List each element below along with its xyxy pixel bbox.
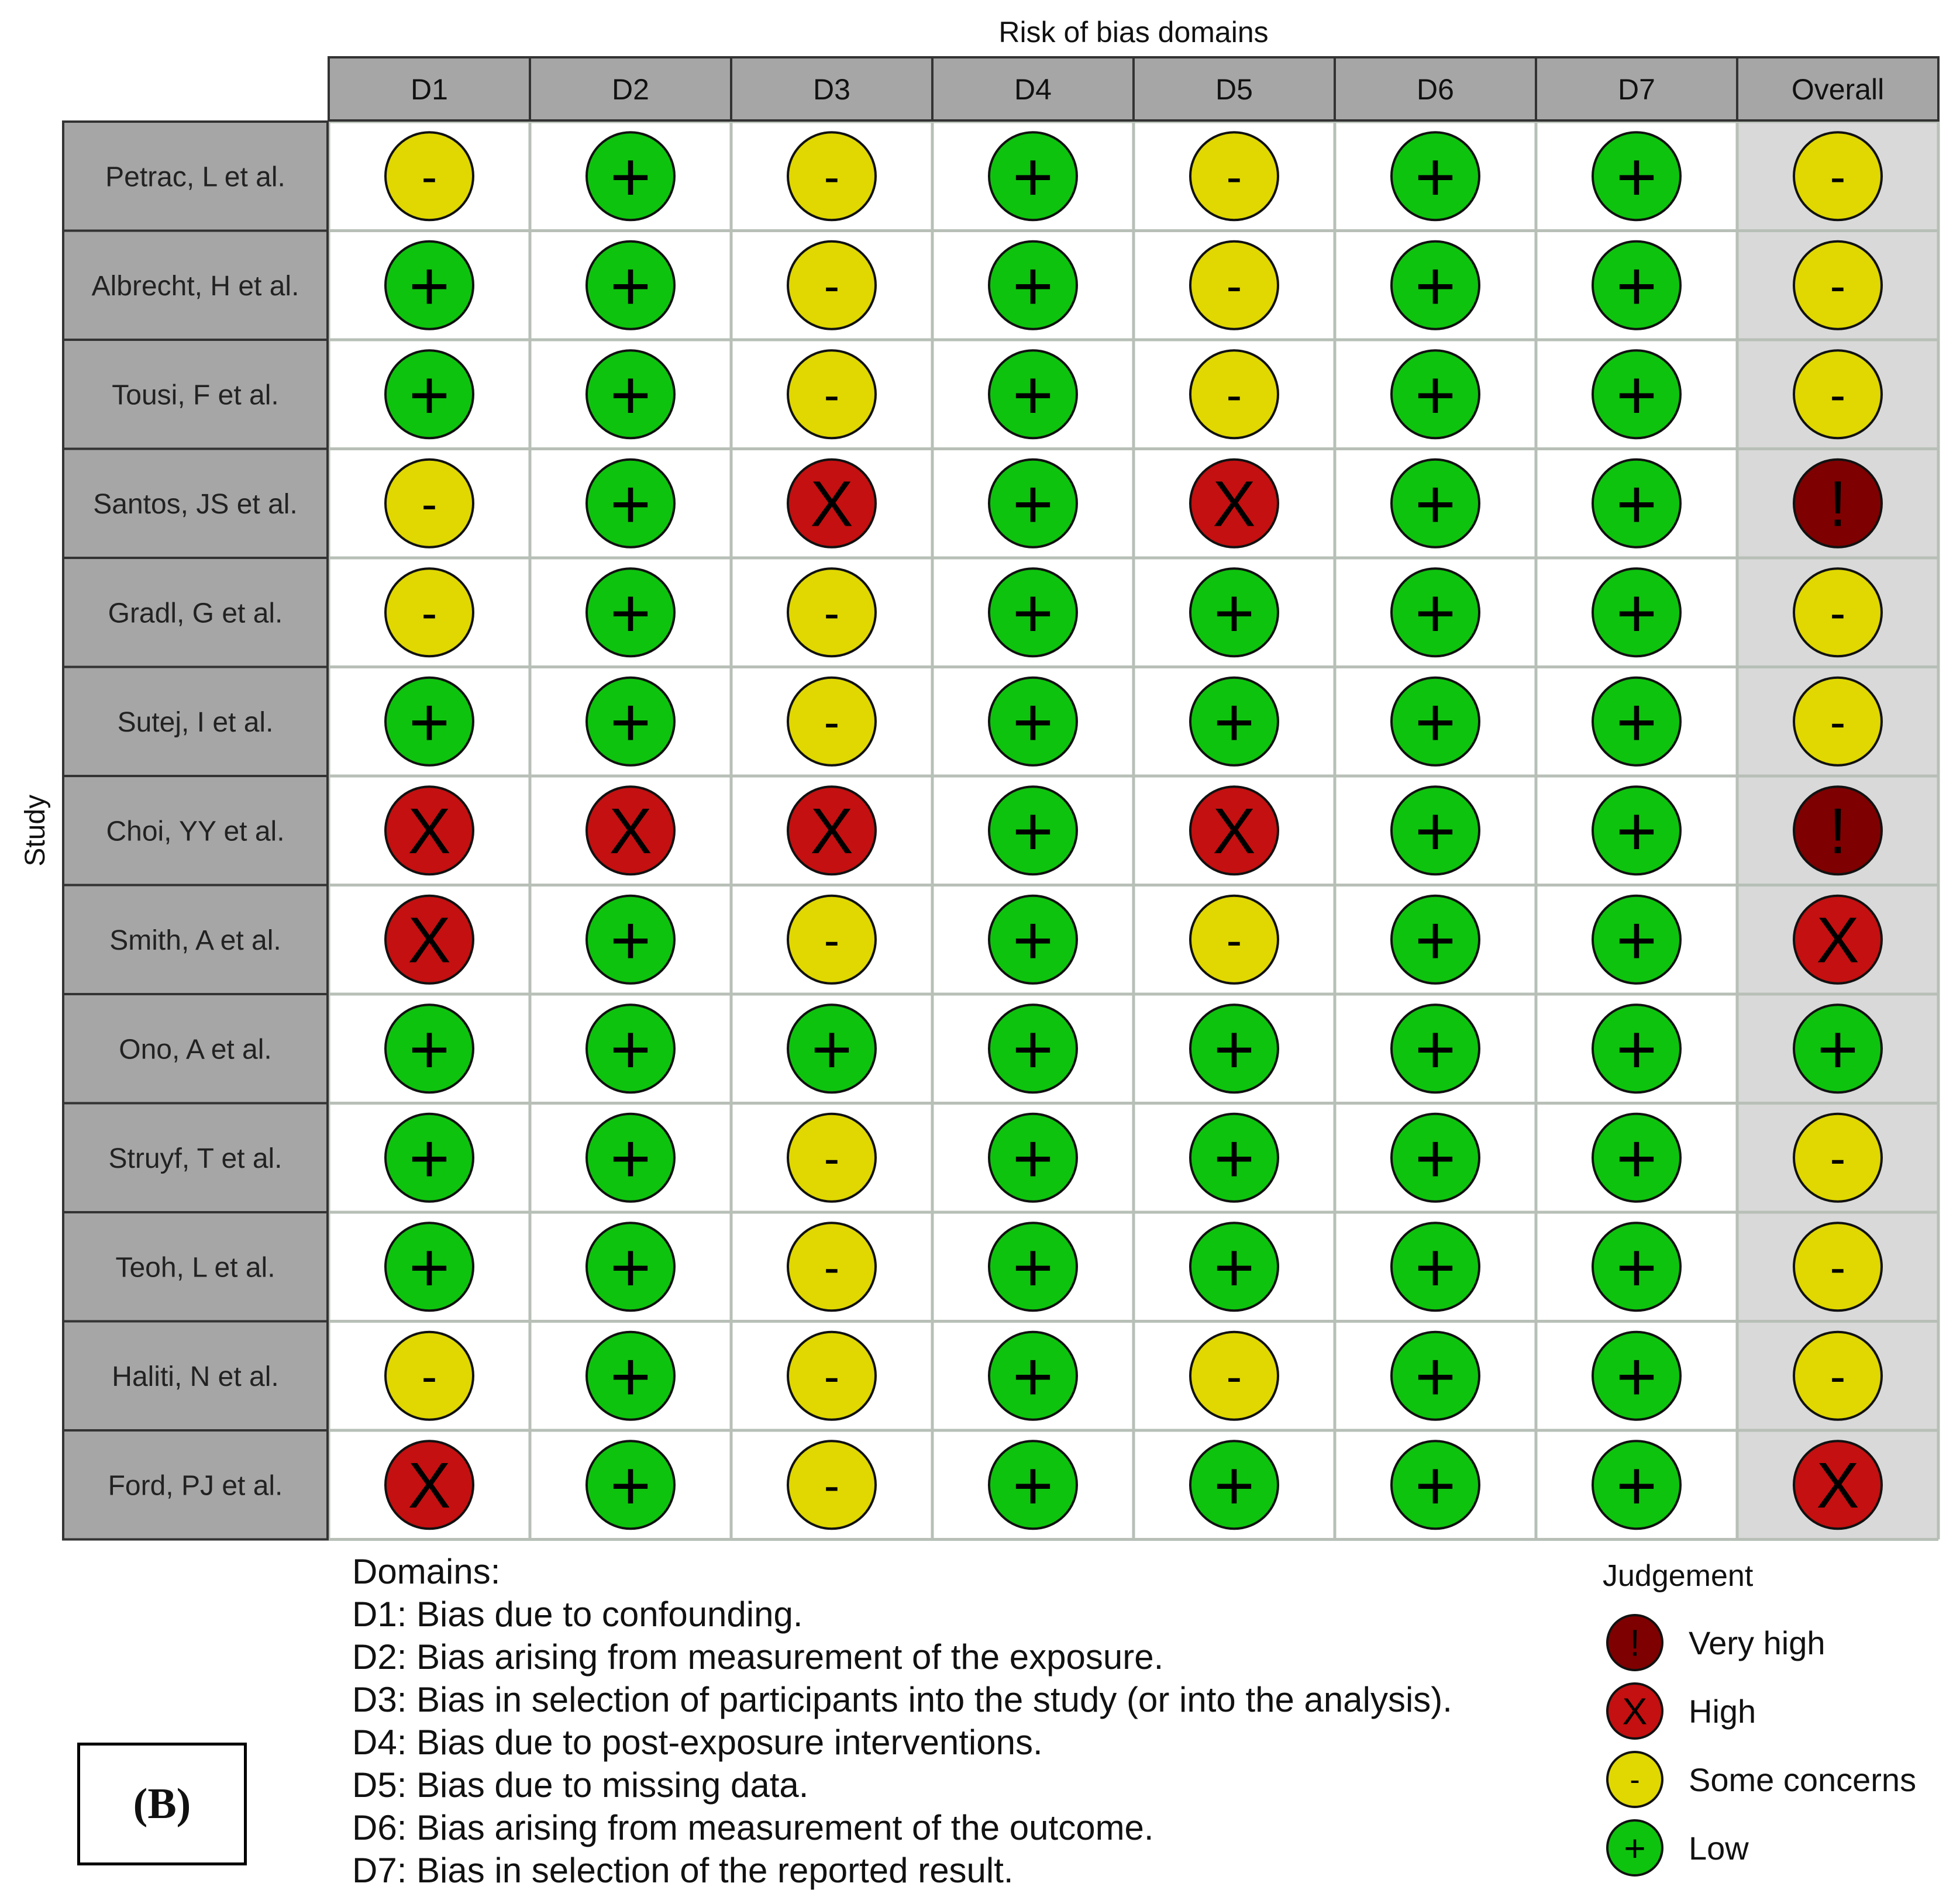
study-label: Haliti, N et al. [112,1361,279,1392]
judgement-marker [1391,1114,1479,1202]
judgement-marker [385,1114,473,1202]
judgement-symbol: + [408,1010,450,1089]
judgement-marker [1593,1332,1680,1420]
legend-item [1607,1615,1825,1670]
study-label: Tousi, F et al. [112,380,279,411]
study-label: Sutej, I et al. [117,706,274,738]
judgement-marker [989,787,1077,874]
judgement-marker [788,1223,876,1310]
column-header-label: D7 [1618,73,1655,106]
column-header-label: D1 [411,73,448,106]
judgement-symbol: X [810,795,853,867]
judgement-marker [1794,1005,1882,1092]
judgement-marker [385,896,473,984]
judgement-symbol: + [1012,574,1054,653]
judgement-marker [788,350,876,438]
study-label: Gradl, G et al. [108,598,283,629]
judgement-symbol: - [824,1132,840,1184]
judgement-symbol: + [1012,246,1054,325]
judgement-marker [1391,678,1479,765]
judgement-symbol: + [1616,1010,1658,1089]
judgement-symbol: + [1012,137,1054,216]
judgement-symbol: + [1616,901,1658,979]
judgement-marker [1190,787,1278,874]
judgement-symbol: - [1226,913,1242,966]
judgement-symbol: X [1816,904,1859,977]
judgement-marker [788,568,876,656]
judgement-symbol: - [1226,1350,1242,1402]
panel-label-box [77,1743,247,1865]
judgement-marker [1391,1441,1479,1529]
column-header-label: D2 [612,73,649,106]
legend-title: Judgement [1603,1559,1754,1593]
judgement-symbol: + [609,574,652,653]
study-label: Choi, YY et al. [106,816,285,847]
judgement-marker [989,1223,1077,1310]
panel-label: (B) [133,1779,191,1828]
judgement-symbol: - [421,150,438,203]
judgement-marker [385,1005,473,1092]
judgement-marker [989,350,1077,438]
judgement-symbol: ! [1828,795,1847,867]
judgement-symbol: + [609,356,652,434]
judgement-symbol: - [824,150,840,203]
judgement-marker [989,460,1077,547]
judgement-symbol: - [1226,150,1242,203]
judgement-marker [1593,1114,1680,1202]
judgement-symbol: + [1414,792,1456,871]
judgement-marker [385,1332,473,1420]
judgement-symbol: X [408,1449,451,1522]
judgement-symbol: + [1012,1446,1054,1525]
judgement-marker [385,568,473,656]
judgement-symbol: - [421,1350,438,1402]
judgement-symbol: + [609,682,652,761]
judgement-symbol: + [1012,1010,1054,1089]
judgement-marker [385,242,473,329]
judgement-symbol: + [609,1119,652,1198]
judgement-marker [1794,568,1882,656]
judgement-marker [1391,1332,1479,1420]
judgement-marker [587,568,674,656]
judgement-marker [989,896,1077,984]
judgement-marker [587,242,674,329]
judgement-symbol: + [1414,464,1456,543]
column-header-label: D6 [1417,73,1454,106]
judgement-symbol: + [811,1010,853,1089]
judgement-symbol: + [1414,356,1456,434]
judgement-symbol: + [408,356,450,434]
judgement-marker [1593,1223,1680,1310]
judgement-marker [1794,787,1882,874]
judgement-marker [1391,242,1479,329]
judgement-symbol: + [609,137,652,216]
judgement-marker [1190,678,1278,765]
judgement-marker [989,242,1077,329]
judgement-marker [1794,132,1882,220]
judgement-symbol: - [1830,1350,1846,1402]
judgement-symbol: + [408,682,450,761]
judgement-symbol: + [1414,574,1456,653]
judgement-symbol: - [1830,1241,1846,1294]
judgement-marker [1794,1223,1882,1310]
domains-title: Domains: [352,1552,501,1591]
judgement-symbol: + [408,1119,450,1198]
judgement-symbol: + [1616,682,1658,761]
judgement-symbol: + [1616,1446,1658,1525]
judgement-marker [385,1441,473,1529]
judgement-marker [1794,350,1882,438]
judgement-marker [788,1114,876,1202]
judgement-symbol: + [609,1228,652,1307]
judgement-marker [989,678,1077,765]
judgement-symbol: X [1213,795,1256,867]
judgement-marker [1190,1332,1278,1420]
study-label: Ford, PJ et al. [108,1470,283,1502]
judgement-marker [1593,1441,1680,1529]
judgement-marker [788,678,876,765]
legend-label: High [1689,1693,1756,1730]
judgement-marker [587,132,674,220]
judgement-symbol: + [1012,1337,1054,1416]
judgement-marker [1794,678,1882,765]
judgement-marker [385,132,473,220]
judgement-symbol: + [1414,1337,1456,1416]
judgement-symbol: - [824,1350,840,1402]
judgement-marker [1391,460,1479,547]
judgement-symbol: + [1012,356,1054,434]
judgement-symbol: - [1226,259,1242,312]
judgement-symbol: - [824,368,840,421]
judgement-symbol: + [1817,1010,1859,1089]
judgement-marker [587,1223,674,1310]
judgement-marker [1391,1005,1479,1092]
judgement-symbol: ! [1828,468,1847,540]
judgement-marker [1190,1005,1278,1092]
legend-item [1607,1820,1749,1875]
judgement-marker [385,787,473,874]
domain-description: D1: Bias due to confounding. [352,1595,803,1634]
judgement-symbol: - [824,913,840,966]
judgement-symbol: - [421,587,438,639]
judgement-marker [1391,1223,1479,1310]
judgement-marker [1593,350,1680,438]
judgement-symbol: + [609,246,652,325]
judgement-symbol: + [1213,1228,1255,1307]
study-label: Smith, A et al. [109,925,281,956]
judgement-symbol: - [421,477,438,530]
y-axis-title: Study [20,794,51,867]
judgement-marker [1593,132,1680,220]
judgement-marker [1190,242,1278,329]
judgement-symbol: - [1226,368,1242,421]
judgement-marker [1593,460,1680,547]
judgement-symbol: - [824,1459,840,1512]
study-label: Ono, A et al. [119,1034,272,1065]
judgement-symbol: + [1414,1119,1456,1198]
judgement-symbol: - [824,259,840,312]
judgement-marker [788,1005,876,1092]
judgement-symbol: + [609,1010,652,1089]
judgement-symbol: + [1414,682,1456,761]
legend-label: Low [1689,1830,1749,1867]
judgement-marker [587,1441,674,1529]
judgement-marker [1391,568,1479,656]
judgement-marker [1190,568,1278,656]
judgement-symbol: + [1414,246,1456,325]
judgement-marker [788,132,876,220]
judgement-marker [385,350,473,438]
judgement-symbol: + [1012,792,1054,871]
judgement-marker [1593,242,1680,329]
judgement-marker [587,1332,674,1420]
judgement-symbol: + [1616,137,1658,216]
legend-symbol: X [1622,1690,1648,1733]
study-label: Struyf, T et al. [108,1143,283,1174]
judgement-marker [1391,350,1479,438]
domain-description: D7: Bias in selection of the reported result. [352,1851,1014,1890]
judgement-marker [788,787,876,874]
judgement-marker [1794,1114,1882,1202]
judgement-symbol: X [1816,1449,1859,1522]
judgement-symbol: - [824,587,840,639]
judgement-marker [1794,1441,1882,1529]
judgement-marker [1593,787,1680,874]
judgement-symbol: + [1414,1228,1456,1307]
legend-label: Some concerns [1689,1761,1917,1798]
judgement-symbol: X [810,468,853,540]
judgement-marker [1794,460,1882,547]
judgement-marker [587,350,674,438]
judgement-marker [1190,1114,1278,1202]
judgement-symbol: - [1830,150,1846,203]
judgement-symbol: + [1616,246,1658,325]
judgement-symbol: + [1213,1010,1255,1089]
legend-item [1607,1684,1756,1739]
judgement-symbol: + [1414,1010,1456,1089]
domain-description: D3: Bias in selection of participants into the study (or into the analysis). [352,1680,1452,1719]
judgement-marker [1593,568,1680,656]
legend-label: Very high [1689,1624,1825,1661]
judgement-marker [587,787,674,874]
judgement-symbol: + [1012,1119,1054,1198]
judgement-marker [587,896,674,984]
judgement-symbol: - [824,695,840,748]
judgement-marker [385,460,473,547]
judgement-marker [1190,896,1278,984]
judgement-marker [1593,678,1680,765]
judgement-marker [1794,1332,1882,1420]
study-label: Santos, JS et al. [93,488,298,520]
judgement-symbol: + [1616,1119,1658,1198]
judgement-symbol: + [1616,356,1658,434]
judgement-marker [587,678,674,765]
judgement-symbol: - [1830,587,1846,639]
judgement-symbol: + [1616,792,1658,871]
legend-symbol: ! [1630,1622,1640,1664]
judgement-marker [989,1005,1077,1092]
judgement-marker [1593,896,1680,984]
top-title: Risk of bias domains [998,16,1269,49]
judgement-marker [385,678,473,765]
judgement-symbol: + [1012,682,1054,761]
judgement-symbol: + [1012,901,1054,979]
judgement-marker [788,1332,876,1420]
judgement-marker [788,1441,876,1529]
judgement-marker [989,132,1077,220]
judgement-symbol: - [1830,1132,1846,1184]
judgement-marker [989,1114,1077,1202]
judgement-marker [788,242,876,329]
judgement-marker [1391,896,1479,984]
judgement-marker [1391,787,1479,874]
column-header-label: D3 [813,73,850,106]
judgement-marker [989,1332,1077,1420]
judgement-marker [1794,896,1882,984]
study-label: Petrac, L et al. [105,161,285,193]
judgement-symbol: + [1616,464,1658,543]
judgement-marker [1190,350,1278,438]
judgement-marker [1190,132,1278,220]
judgement-symbol: + [1414,137,1456,216]
judgement-symbol: + [609,1337,652,1416]
judgement-marker [587,1005,674,1092]
judgement-marker [1190,460,1278,547]
judgement-symbol: X [1213,468,1256,540]
judgement-symbol: + [408,246,450,325]
judgement-marker [989,1441,1077,1529]
judgement-marker [1593,1005,1680,1092]
judgement-symbol: X [408,904,451,977]
judgement-symbol: + [1616,1337,1658,1416]
judgement-symbol: + [1213,1446,1255,1525]
judgement-symbol: + [1414,901,1456,979]
judgement-symbol: + [1616,1228,1658,1307]
judgement-marker [1794,242,1882,329]
column-header-label: D5 [1215,73,1253,106]
judgement-symbol: X [408,795,451,867]
study-label: Albrecht, H et al. [91,270,299,302]
judgement-symbol: - [1830,259,1846,312]
judgement-symbol: - [1830,368,1846,421]
legend-symbol: + [1624,1827,1646,1869]
judgement-symbol: + [1414,1446,1456,1525]
legend-item [1607,1752,1916,1807]
study-label: Teoh, L et al. [115,1252,275,1284]
column-header-label: Overall [1791,73,1885,106]
column-header-label: D4 [1014,73,1052,106]
judgement-symbol: X [609,795,652,867]
judgement-symbol: + [1012,464,1054,543]
judgement-symbol: + [609,1446,652,1525]
judgement-symbol: + [1213,682,1255,761]
judgement-symbol: + [609,464,652,543]
judgement-marker [1190,1223,1278,1310]
judgement-marker [788,896,876,984]
domain-description: D5: Bias due to missing data. [352,1765,809,1805]
legend-symbol: - [1630,1763,1640,1798]
judgement-symbol: - [824,1241,840,1294]
judgement-marker [1190,1441,1278,1529]
judgement-marker [989,568,1077,656]
judgement-marker [1391,132,1479,220]
judgement-symbol: + [1213,1119,1255,1198]
judgement-symbol: + [408,1228,450,1307]
judgement-symbol: + [1616,574,1658,653]
judgement-symbol: + [609,901,652,979]
domain-description: D6: Bias arising from measurement of the outcome. [352,1808,1154,1847]
judgement-symbol: - [1830,695,1846,748]
domain-description: D2: Bias arising from measurement of the exposure. [352,1637,1164,1677]
judgement-marker [385,1223,473,1310]
judgement-marker [788,460,876,547]
judgement-symbol: + [1012,1228,1054,1307]
domain-description: D4: Bias due to post-exposure interventions. [352,1723,1043,1762]
judgement-marker [587,1114,674,1202]
judgement-marker [587,460,674,547]
judgement-symbol: + [1213,574,1255,653]
